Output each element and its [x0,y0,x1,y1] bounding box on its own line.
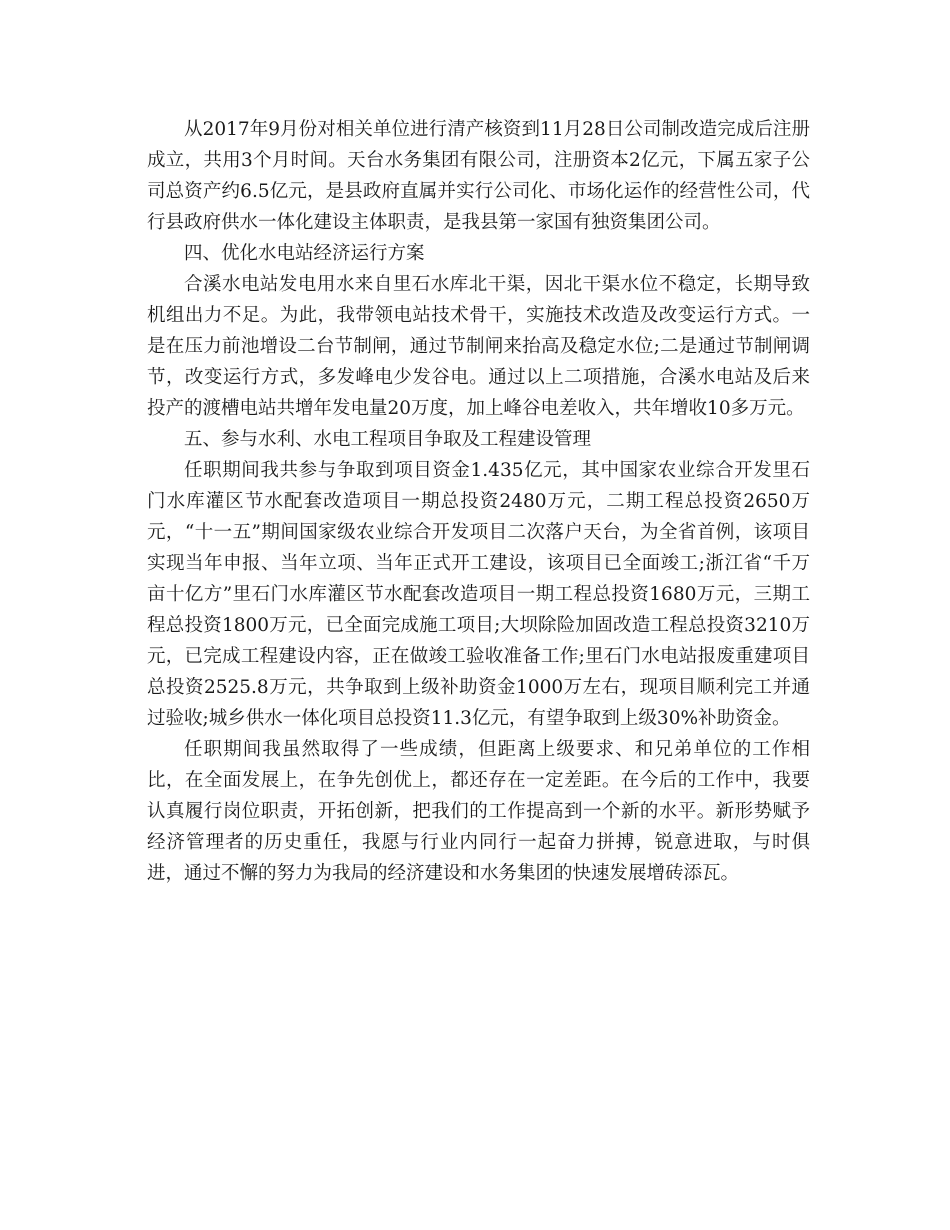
paragraph-company-registration: 从2017年9月份对相关单位进行清产核资到11月28日公司制改造完成后注册成立，共用3个月时间。天台水务集团有限公司，注册资本2亿元，下属五家子公司总资产约6.5亿元，是县政府直属并实行公司化、市场化运作的经营性公司，代行县政府供水一体化建设主体职责，是我县第一家国有独资集团公司。 [147,119,810,233]
paragraph-project-funding: 任职期间我共参与争取到项目资金1.435亿元，其中国家农业综合开发里石门水库灌区节水配套改造项目一期总投资2480万元，二期工程总投资2650万元，“十一五”期间国家级农业综合开发项目二次落户天台，为全省首例，该项目实现当年申报、当年立项、当年正式开工建设，该项目已全面竣工;浙江省“千万亩十亿方”里石门水库灌区节水配套改造项目一期工程总投资1680万元，三期工程总投资1800万元，已全面完成施工项目;大坝除险加固改造工程总投资3210万元，已完成工程建设内容，正在做竣工验收准备工作;里石门水电站报废重建项目总投资2525.8万元，共争取到上级补助资金1000万左右，现项目顺利完工并通过验收;城乡供水一体化项目总投资11.3亿元，有望争取到上级30%补助资金。 [147,460,810,729]
document-page [147,114,810,889]
section-heading-hydropower-optimization: 四、优化水电站经济运行方案 [184,243,425,264]
paragraph-hydropower-optimization: 合溪水电站发电用水来自里石水库北干渠，因北干渠水位不稳定，长期导致机组出力不足。为此，我带领电站技术骨干，实施技术改造及改变运行方式。一是在压力前池增设二台节制闸，通过节制闸来抬高及稳定水位;二是通过节制闸调节，改变运行方式，多发峰电少发谷电。通过以上二项措施，合溪水电站及后来投产的渡槽电站共增年发电量20万度，加上峰谷电差收入，共年增收10多万元。 [147,274,810,419]
section-heading-project-management: 五、参与水利、水电工程项目争取及工程建设管理 [184,429,592,450]
paragraph-conclusion: 任职期间我虽然取得了一些成绩，但距离上级要求、和兄弟单位的工作相比，在全面发展上，在争先创优上，都还存在一定差距。在今后的工作中，我要认真履行岗位职责，开拓创新，把我们的工作提高到一个新的水平。新形势赋予经济管理者的历史重任，我愿与行业内同行一起奋力拼搏，锐意进取，与时俱进，通过不懈的努力为我局的经济建设和水务集团的快速发展增砖添瓦。 [147,739,810,884]
